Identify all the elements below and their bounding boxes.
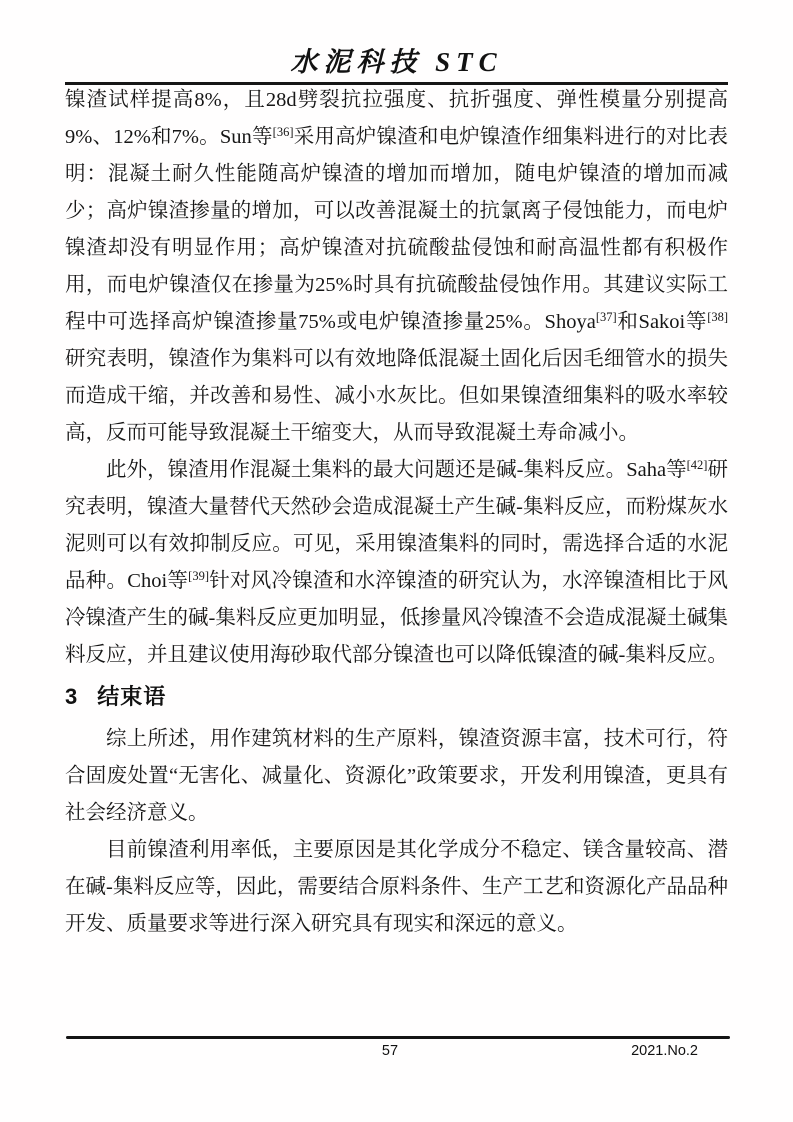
article-body [65,82,728,943]
paragraph: 此外，镍渣用作混凝土集料的最大问题还是碱-集料反应。Saha等[42]研究表明，镍渣大量替代天然砂会造成混凝土产生碱-集料反应，而粉煤灰水泥则可以有效抑制反应。可见，采用镍渣集料的同时，需选择合适的水泥品种。Choi等[39]针对风冷镍渣和水淬镍渣的研究认为，水淬镍渣相比于风冷镍渣产生的碱-集料反应更加明显，低掺量风冷镍渣不会造成混凝土碱集料反应，并且建议使用海砂取代部分镍渣也可以降低镍渣的碱-集料反应。 [65,458,728,666]
issue-number: 2021.No.2 [631,1043,698,1059]
section-number: 3 [65,684,79,709]
paragraph: 综上所述，用作建筑材料的生产原料，镍渣资源丰富，技术可行，符合固废处置“无害化、减量化、资源化”政策要求，开发利用镍渣，更具有社会经济意义。 [65,728,728,824]
section-heading [65,680,728,714]
reference-superscript: [39] [188,569,209,583]
journal-header [65,40,728,79]
paragraph: 镍渣试样提高8%，且28d劈裂抗拉强度、抗折强度、弹性模量分别提高9%、12%和7%。Sun等[36]采用高炉镍渣和电炉镍渣作细集料进行的对比表明：混凝土耐久性能随高炉镍渣的增加而增加，随电炉镍渣的增加而减少；高炉镍渣掺量的增加，可以改善混凝土的抗氯离子侵蚀能力，而电炉镍渣却没有明显作用；高炉镍渣对抗硫酸盐侵蚀和耐高温性都有积极作用，而电炉镍渣仅在掺量为25%时具有抗硫酸盐侵蚀作用。其建议实际工程中可选择高炉镍渣掺量75%或电炉镍渣掺量25%。Shoya[37]和Sakoi等[38]研究表明，镍渣作为集料可以有效地降低混凝土固化后因毛细管水的损失而造成干缩，并改善和易性、减小水灰比。但如果镍渣细集料的吸水率较高，反而可能导致混凝土干缩变大，从而导致混凝土寿命减小。 [65,89,729,444]
page-number: 57 [381,1043,399,1059]
reference-superscript: [36] [272,125,294,139]
reference-superscript: [38] [707,310,729,324]
reference-superscript: [37] [595,310,617,324]
reference-superscript: [42] [686,458,708,472]
section-title: 结束语 [97,684,167,709]
footer-rule [66,1036,730,1039]
journal-title: 水泥科技 STC [290,47,503,77]
paragraph: 目前镍渣利用率低，主要原因是其化学成分不稳定、镁含量较高、潜在碱-集料反应等，因此，需要结合原料条件、生产工艺和资源化产品品种开发、质量要求等进行深入研究具有现实和深远的意义。 [65,839,728,935]
